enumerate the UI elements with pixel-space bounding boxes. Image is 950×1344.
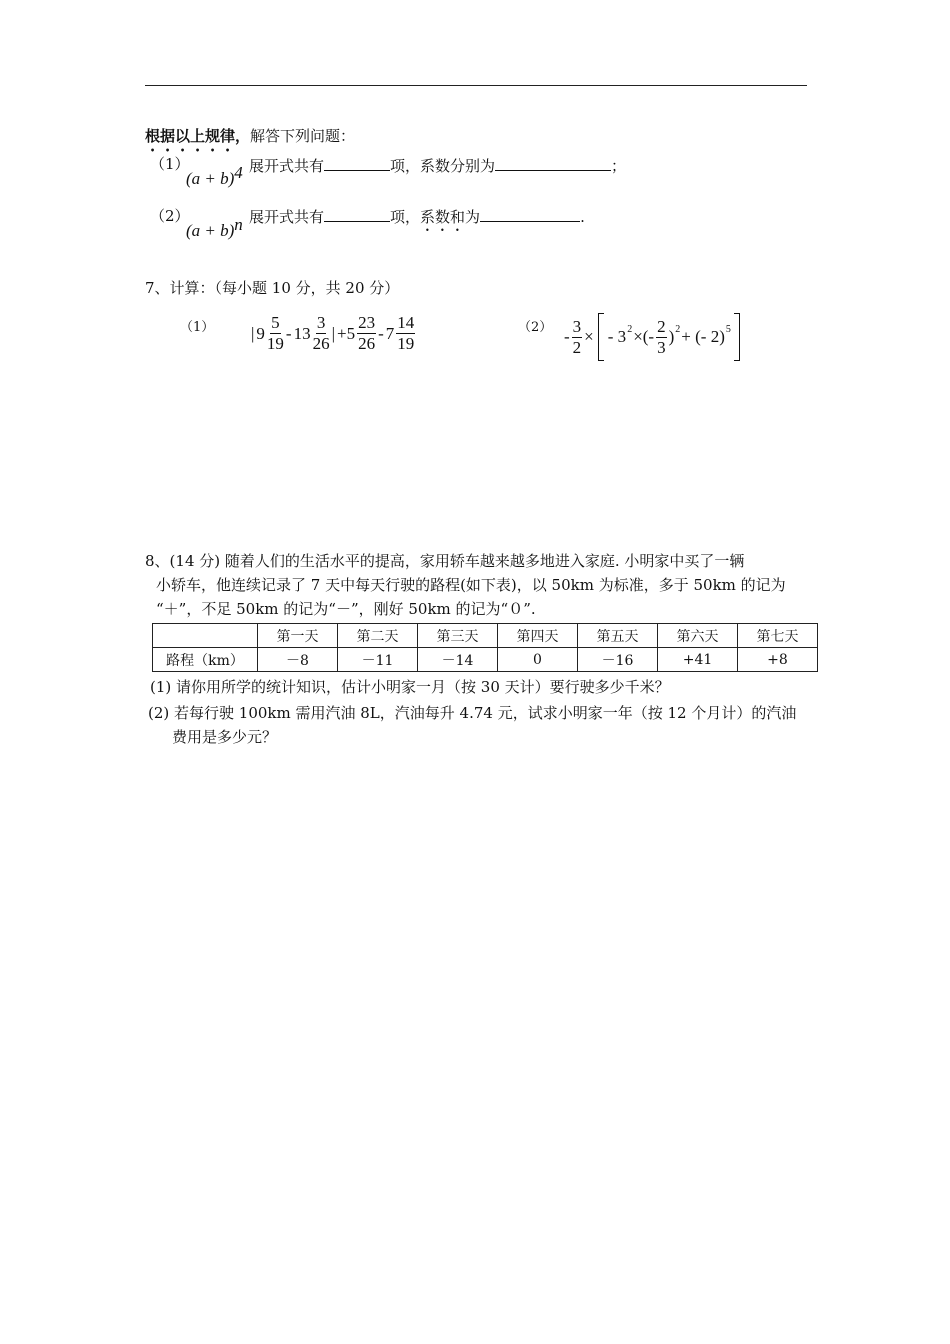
q6-item2-text-a: 展开式共有	[249, 208, 325, 226]
fraction	[396, 313, 415, 354]
rule-intro-comma: ，	[235, 127, 251, 145]
answer-blank-coefficients[interactable]	[495, 156, 611, 171]
q6-item2-label: （2）	[150, 207, 190, 225]
denominator: 26	[312, 334, 330, 353]
q6-item2-formula	[186, 216, 243, 240]
operator: -	[378, 323, 384, 343]
whole-number: 9	[256, 323, 265, 343]
numerator: 23	[358, 313, 376, 332]
table-row-label: 路程（km）	[153, 648, 258, 672]
formula-base: (a + b)	[186, 221, 235, 240]
term: - 3	[607, 327, 627, 346]
q8-sub1: (1) 请你用所学的统计知识，估计小明家一月（按 30 天计）要行驶多少千米？	[150, 678, 670, 696]
operator: -	[285, 323, 292, 343]
table-cell: +8	[738, 648, 818, 672]
term: + (- 2)	[681, 327, 725, 346]
right-bracket	[734, 313, 740, 361]
q6-item1-formula	[186, 164, 243, 188]
table-row	[153, 648, 818, 672]
q8-line3: “＋”，不足 50km 的记为“－”，刚好 50km 的记为“０”.	[156, 600, 536, 618]
q6-item2-text-b-pre: 项，	[390, 208, 421, 226]
abs-bar-right: |	[331, 323, 335, 343]
times-sign: ×	[584, 327, 594, 346]
fraction	[357, 313, 376, 354]
q6-item2-text-b-post: 为	[465, 208, 481, 226]
q8-line2: 小轿车，他连续记录了 7 天中每天行驶的路程(如下表)，以 50km 为标准，多于 50km 的记为	[156, 576, 786, 594]
denominator: 2	[572, 337, 582, 357]
table-corner-cell	[153, 624, 258, 648]
table-cell: －8	[258, 648, 338, 672]
close-paren: )	[668, 327, 675, 346]
mileage-table	[152, 623, 818, 672]
answer-blank-count[interactable]	[324, 207, 390, 222]
header-rule	[145, 85, 807, 86]
table-cell: 0	[498, 648, 578, 672]
q7-part2-label: （2）	[518, 320, 553, 335]
fraction	[656, 317, 667, 358]
exponent: 2	[627, 323, 633, 335]
formula-exponent: 4	[234, 163, 243, 182]
table-header-cell: 第三天	[418, 624, 498, 648]
numerator: 14	[397, 313, 415, 332]
term: ×(-	[633, 327, 655, 346]
q6-item1-text-a: 展开式共有	[249, 157, 325, 175]
numerator: 3	[316, 313, 326, 332]
q8-sub2-line2: 费用是多少元？	[172, 728, 278, 746]
fraction	[572, 317, 583, 358]
fraction	[267, 313, 284, 354]
q6-item2-text	[249, 207, 585, 235]
negative-sign: -	[564, 327, 570, 346]
table-cell: －16	[578, 648, 658, 672]
rule-intro	[145, 127, 355, 155]
q6-item1-text	[249, 156, 626, 175]
whole-number: 7	[385, 323, 395, 343]
q7-expression-2	[563, 313, 743, 361]
abs-bar-left: |	[251, 323, 255, 343]
table-header-cell: 第四天	[498, 624, 578, 648]
denominator: 3	[657, 337, 666, 357]
q8-line1: 8、(14 分) 随着人们的生活水平的提高，家用轿车越来越多地进入家庭. 小明家中买了一辆	[145, 552, 745, 570]
q7-part1-label: （1）	[180, 320, 215, 335]
whole-number: 13	[293, 323, 311, 343]
operator: +5	[336, 323, 356, 343]
table-cell: －11	[338, 648, 418, 672]
denominator: 26	[358, 334, 376, 353]
answer-blank-count[interactable]	[324, 156, 390, 171]
q8-sub2-line1: (2) 若每行驶 100km 需用汽油 8L，汽油每升 4.74 元，试求小明家一年（按 12 个月计）的汽油	[148, 704, 797, 722]
left-bracket	[598, 313, 604, 361]
answer-blank-sum[interactable]	[480, 207, 580, 222]
denominator: 19	[266, 334, 284, 353]
table-header-cell: 第一天	[258, 624, 338, 648]
fraction	[313, 313, 330, 354]
table-header-cell: 第七天	[738, 624, 818, 648]
q6-item2-end: .	[580, 208, 585, 226]
numerator: 3	[572, 316, 582, 336]
denominator: 19	[397, 334, 415, 353]
table-cell: +41	[658, 648, 738, 672]
q6-item1-end: ；	[611, 157, 627, 175]
numerator: 5	[271, 313, 280, 332]
rule-intro-emphasis: 根据以上规律	[145, 127, 236, 145]
numerator: 2	[657, 316, 666, 336]
q7-expression-1	[250, 313, 416, 354]
table-header-row	[153, 624, 818, 648]
rule-intro-suffix: 解答下列问题：	[250, 127, 356, 145]
exponent: 5	[725, 323, 731, 335]
q7-heading: 7、计算：（每小题 10 分，共 20 分）	[145, 279, 400, 297]
table-header-cell: 第五天	[578, 624, 658, 648]
q6-item2-emphasis: 系数和	[420, 208, 466, 226]
formula-base: (a + b)	[186, 169, 235, 188]
table-cell: －14	[418, 648, 498, 672]
formula-exponent: n	[234, 215, 243, 234]
table-header-cell: 第六天	[658, 624, 738, 648]
q6-item1-label: （1）	[150, 155, 190, 173]
table-header-cell: 第二天	[338, 624, 418, 648]
exponent: 2	[675, 323, 681, 335]
q6-item1-text-b: 项，系数分别为	[390, 157, 496, 175]
